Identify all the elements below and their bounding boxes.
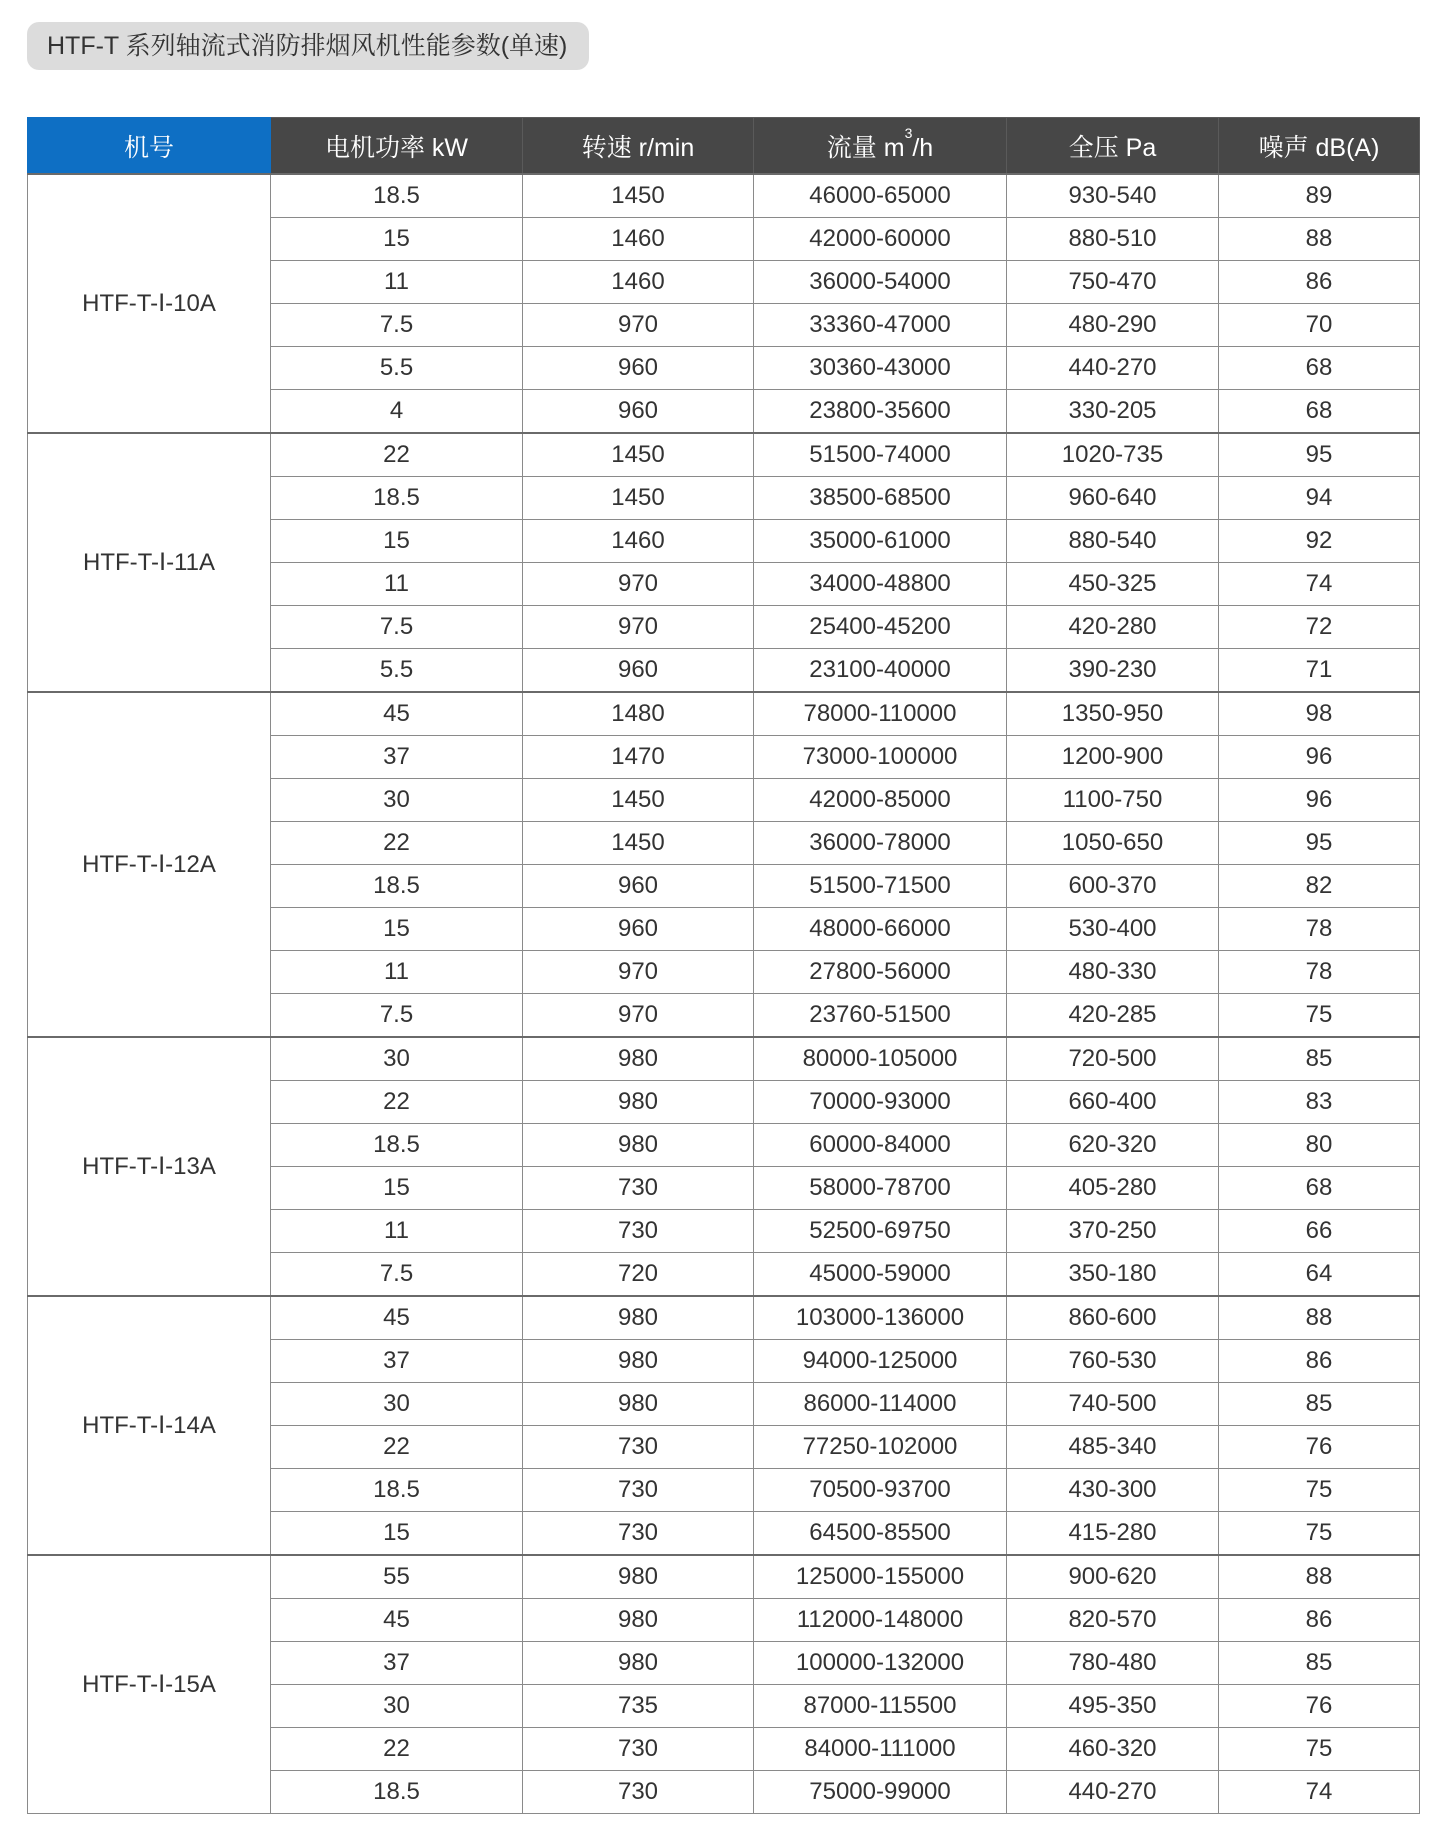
noise-cell: 96 — [1219, 779, 1420, 822]
power-cell: 18.5 — [271, 1124, 523, 1167]
performance-table — [27, 117, 1420, 1814]
table-row — [28, 692, 1420, 736]
speed-cell: 735 — [523, 1685, 754, 1728]
pressure-cell: 880-510 — [1007, 218, 1219, 261]
model-cell: HTF-T-Ⅰ-15A — [28, 1555, 271, 1814]
pressure-cell: 820-570 — [1007, 1599, 1219, 1642]
flow-cell: 100000-132000 — [754, 1642, 1007, 1685]
speed-cell: 980 — [523, 1081, 754, 1124]
speed-cell: 1450 — [523, 822, 754, 865]
power-cell: 18.5 — [271, 174, 523, 218]
flow-cell: 51500-71500 — [754, 865, 1007, 908]
noise-cell: 68 — [1219, 1167, 1420, 1210]
speed-cell: 730 — [523, 1167, 754, 1210]
noise-cell: 98 — [1219, 692, 1420, 736]
pressure-cell: 420-285 — [1007, 994, 1219, 1038]
noise-cell: 78 — [1219, 908, 1420, 951]
header-flow-unit: /h — [912, 133, 934, 162]
flow-cell: 70000-93000 — [754, 1081, 1007, 1124]
power-cell: 7.5 — [271, 304, 523, 347]
pressure-cell: 660-400 — [1007, 1081, 1219, 1124]
power-cell: 45 — [271, 692, 523, 736]
pressure-cell: 350-180 — [1007, 1253, 1219, 1297]
power-cell: 11 — [271, 1210, 523, 1253]
flow-cell: 46000-65000 — [754, 174, 1007, 218]
speed-cell: 1470 — [523, 736, 754, 779]
speed-cell: 730 — [523, 1512, 754, 1556]
model-cell: HTF-T-Ⅰ-10A — [28, 174, 271, 433]
flow-cell: 94000-125000 — [754, 1340, 1007, 1383]
flow-cell: 42000-85000 — [754, 779, 1007, 822]
flow-cell: 84000-111000 — [754, 1728, 1007, 1771]
noise-cell: 64 — [1219, 1253, 1420, 1297]
table-body — [28, 174, 1420, 1814]
pressure-cell: 1050-650 — [1007, 822, 1219, 865]
pressure-cell: 930-540 — [1007, 174, 1219, 218]
pressure-cell: 860-600 — [1007, 1296, 1219, 1340]
model-cell: HTF-T-Ⅰ-13A — [28, 1037, 271, 1296]
noise-cell: 88 — [1219, 1296, 1420, 1340]
noise-cell: 83 — [1219, 1081, 1420, 1124]
power-cell: 18.5 — [271, 1771, 523, 1814]
flow-cell: 112000-148000 — [754, 1599, 1007, 1642]
noise-cell: 88 — [1219, 1555, 1420, 1599]
pressure-cell: 900-620 — [1007, 1555, 1219, 1599]
speed-cell: 980 — [523, 1383, 754, 1426]
flow-cell: 23800-35600 — [754, 390, 1007, 434]
power-cell: 22 — [271, 1081, 523, 1124]
pressure-cell: 750-470 — [1007, 261, 1219, 304]
noise-cell: 85 — [1219, 1037, 1420, 1081]
noise-cell: 86 — [1219, 261, 1420, 304]
power-cell: 22 — [271, 1426, 523, 1469]
power-cell: 7.5 — [271, 606, 523, 649]
table-row — [28, 433, 1420, 477]
flow-cell: 25400-45200 — [754, 606, 1007, 649]
speed-cell: 730 — [523, 1426, 754, 1469]
speed-cell: 980 — [523, 1296, 754, 1340]
pressure-cell: 330-205 — [1007, 390, 1219, 434]
power-cell: 37 — [271, 1642, 523, 1685]
pressure-cell: 760-530 — [1007, 1340, 1219, 1383]
power-cell: 11 — [271, 951, 523, 994]
pressure-cell: 740-500 — [1007, 1383, 1219, 1426]
noise-cell: 74 — [1219, 563, 1420, 606]
flow-cell: 60000-84000 — [754, 1124, 1007, 1167]
power-cell: 18.5 — [271, 865, 523, 908]
noise-cell: 66 — [1219, 1210, 1420, 1253]
power-cell: 7.5 — [271, 994, 523, 1038]
flow-cell: 58000-78700 — [754, 1167, 1007, 1210]
flow-cell: 77250-102000 — [754, 1426, 1007, 1469]
pressure-cell: 1100-750 — [1007, 779, 1219, 822]
table-row — [28, 1296, 1420, 1340]
pressure-cell: 1350-950 — [1007, 692, 1219, 736]
flow-cell: 27800-56000 — [754, 951, 1007, 994]
flow-cell: 36000-54000 — [754, 261, 1007, 304]
noise-cell: 88 — [1219, 218, 1420, 261]
pressure-cell: 390-230 — [1007, 649, 1219, 693]
flow-cell: 87000-115500 — [754, 1685, 1007, 1728]
speed-cell: 960 — [523, 908, 754, 951]
pressure-cell: 430-300 — [1007, 1469, 1219, 1512]
speed-cell: 730 — [523, 1771, 754, 1814]
header-model: 机号 — [28, 118, 271, 175]
speed-cell: 960 — [523, 347, 754, 390]
speed-cell: 960 — [523, 390, 754, 434]
power-cell: 22 — [271, 433, 523, 477]
power-cell: 4 — [271, 390, 523, 434]
header-flow-label: 流量 m — [826, 133, 905, 162]
speed-cell: 1450 — [523, 433, 754, 477]
speed-cell: 1450 — [523, 477, 754, 520]
power-cell: 5.5 — [271, 649, 523, 693]
pressure-cell: 1020-735 — [1007, 433, 1219, 477]
pressure-cell: 600-370 — [1007, 865, 1219, 908]
header-power: 电机功率 kW — [271, 118, 523, 175]
flow-cell: 75000-99000 — [754, 1771, 1007, 1814]
flow-cell: 23100-40000 — [754, 649, 1007, 693]
flow-cell: 38500-68500 — [754, 477, 1007, 520]
noise-cell: 72 — [1219, 606, 1420, 649]
speed-cell: 730 — [523, 1728, 754, 1771]
pressure-cell: 480-290 — [1007, 304, 1219, 347]
speed-cell: 980 — [523, 1642, 754, 1685]
noise-cell: 80 — [1219, 1124, 1420, 1167]
noise-cell: 71 — [1219, 649, 1420, 693]
speed-cell: 970 — [523, 563, 754, 606]
flow-cell: 42000-60000 — [754, 218, 1007, 261]
pressure-cell: 480-330 — [1007, 951, 1219, 994]
noise-cell: 95 — [1219, 822, 1420, 865]
speed-cell: 1460 — [523, 218, 754, 261]
page-title: HTF-T 系列轴流式消防排烟风机性能参数(单速) — [27, 22, 589, 70]
power-cell: 55 — [271, 1555, 523, 1599]
power-cell: 37 — [271, 1340, 523, 1383]
noise-cell: 95 — [1219, 433, 1420, 477]
pressure-cell: 880-540 — [1007, 520, 1219, 563]
speed-cell: 970 — [523, 994, 754, 1038]
flow-cell: 86000-114000 — [754, 1383, 1007, 1426]
pressure-cell: 495-350 — [1007, 1685, 1219, 1728]
flow-cell: 70500-93700 — [754, 1469, 1007, 1512]
noise-cell: 76 — [1219, 1426, 1420, 1469]
speed-cell: 1460 — [523, 520, 754, 563]
flow-cell: 125000-155000 — [754, 1555, 1007, 1599]
pressure-cell: 485-340 — [1007, 1426, 1219, 1469]
flow-cell: 45000-59000 — [754, 1253, 1007, 1297]
power-cell: 18.5 — [271, 1469, 523, 1512]
flow-cell: 78000-110000 — [754, 692, 1007, 736]
flow-cell: 80000-105000 — [754, 1037, 1007, 1081]
noise-cell: 85 — [1219, 1383, 1420, 1426]
power-cell: 15 — [271, 520, 523, 563]
flow-cell: 103000-136000 — [754, 1296, 1007, 1340]
speed-cell: 1450 — [523, 174, 754, 218]
power-cell: 15 — [271, 218, 523, 261]
speed-cell: 980 — [523, 1124, 754, 1167]
power-cell: 45 — [271, 1599, 523, 1642]
flow-cell: 64500-85500 — [754, 1512, 1007, 1556]
pressure-cell: 440-270 — [1007, 347, 1219, 390]
speed-cell: 1480 — [523, 692, 754, 736]
noise-cell: 85 — [1219, 1642, 1420, 1685]
table-header-row — [28, 118, 1420, 175]
power-cell: 30 — [271, 1383, 523, 1426]
noise-cell: 70 — [1219, 304, 1420, 347]
speed-cell: 1460 — [523, 261, 754, 304]
noise-cell: 86 — [1219, 1340, 1420, 1383]
pressure-cell: 370-250 — [1007, 1210, 1219, 1253]
pressure-cell: 405-280 — [1007, 1167, 1219, 1210]
speed-cell: 960 — [523, 865, 754, 908]
header-noise: 噪声 dB(A) — [1219, 118, 1420, 175]
speed-cell: 960 — [523, 649, 754, 693]
noise-cell: 89 — [1219, 174, 1420, 218]
power-cell: 30 — [271, 1037, 523, 1081]
speed-cell: 980 — [523, 1599, 754, 1642]
speed-cell: 1450 — [523, 779, 754, 822]
noise-cell: 94 — [1219, 477, 1420, 520]
pressure-cell: 460-320 — [1007, 1728, 1219, 1771]
noise-cell: 96 — [1219, 736, 1420, 779]
noise-cell: 68 — [1219, 347, 1420, 390]
table-row — [28, 174, 1420, 218]
model-cell: HTF-T-Ⅰ-11A — [28, 433, 271, 692]
speed-cell: 970 — [523, 951, 754, 994]
header-pressure: 全压 Pa — [1007, 118, 1219, 175]
power-cell: 15 — [271, 1512, 523, 1556]
power-cell: 22 — [271, 822, 523, 865]
noise-cell: 75 — [1219, 1512, 1420, 1556]
pressure-cell: 720-500 — [1007, 1037, 1219, 1081]
power-cell: 45 — [271, 1296, 523, 1340]
power-cell: 30 — [271, 779, 523, 822]
pressure-cell: 415-280 — [1007, 1512, 1219, 1556]
table-row — [28, 1037, 1420, 1081]
speed-cell: 720 — [523, 1253, 754, 1297]
table-row — [28, 1555, 1420, 1599]
speed-cell: 980 — [523, 1340, 754, 1383]
power-cell: 30 — [271, 1685, 523, 1728]
noise-cell: 78 — [1219, 951, 1420, 994]
noise-cell: 75 — [1219, 994, 1420, 1038]
speed-cell: 730 — [523, 1469, 754, 1512]
pressure-cell: 420-280 — [1007, 606, 1219, 649]
pressure-cell: 780-480 — [1007, 1642, 1219, 1685]
flow-cell: 52500-69750 — [754, 1210, 1007, 1253]
flow-cell: 35000-61000 — [754, 520, 1007, 563]
power-cell: 7.5 — [271, 1253, 523, 1297]
noise-cell: 68 — [1219, 390, 1420, 434]
power-cell: 15 — [271, 908, 523, 951]
power-cell: 15 — [271, 1167, 523, 1210]
flow-cell: 23760-51500 — [754, 994, 1007, 1038]
speed-cell: 970 — [523, 304, 754, 347]
flow-cell: 48000-66000 — [754, 908, 1007, 951]
noise-cell: 75 — [1219, 1728, 1420, 1771]
flow-cell: 73000-100000 — [754, 736, 1007, 779]
noise-cell: 74 — [1219, 1771, 1420, 1814]
pressure-cell: 530-400 — [1007, 908, 1219, 951]
power-cell: 18.5 — [271, 477, 523, 520]
noise-cell: 86 — [1219, 1599, 1420, 1642]
flow-cell: 30360-43000 — [754, 347, 1007, 390]
flow-cell: 34000-48800 — [754, 563, 1007, 606]
noise-cell: 82 — [1219, 865, 1420, 908]
speed-cell: 980 — [523, 1037, 754, 1081]
power-cell: 37 — [271, 736, 523, 779]
flow-cell: 33360-47000 — [754, 304, 1007, 347]
noise-cell: 75 — [1219, 1469, 1420, 1512]
pressure-cell: 960-640 — [1007, 477, 1219, 520]
header-flow — [754, 118, 1007, 175]
noise-cell: 92 — [1219, 520, 1420, 563]
model-cell: HTF-T-Ⅰ-12A — [28, 692, 271, 1037]
power-cell: 5.5 — [271, 347, 523, 390]
speed-cell: 980 — [523, 1555, 754, 1599]
noise-cell: 76 — [1219, 1685, 1420, 1728]
pressure-cell: 440-270 — [1007, 1771, 1219, 1814]
flow-cell: 51500-74000 — [754, 433, 1007, 477]
pressure-cell: 620-320 — [1007, 1124, 1219, 1167]
speed-cell: 970 — [523, 606, 754, 649]
pressure-cell: 1200-900 — [1007, 736, 1219, 779]
flow-cell: 36000-78000 — [754, 822, 1007, 865]
header-flow-sup: 3 — [904, 124, 913, 141]
header-speed: 转速 r/min — [523, 118, 754, 175]
pressure-cell: 450-325 — [1007, 563, 1219, 606]
power-cell: 22 — [271, 1728, 523, 1771]
power-cell: 11 — [271, 261, 523, 304]
model-cell: HTF-T-Ⅰ-14A — [28, 1296, 271, 1555]
speed-cell: 730 — [523, 1210, 754, 1253]
power-cell: 11 — [271, 563, 523, 606]
